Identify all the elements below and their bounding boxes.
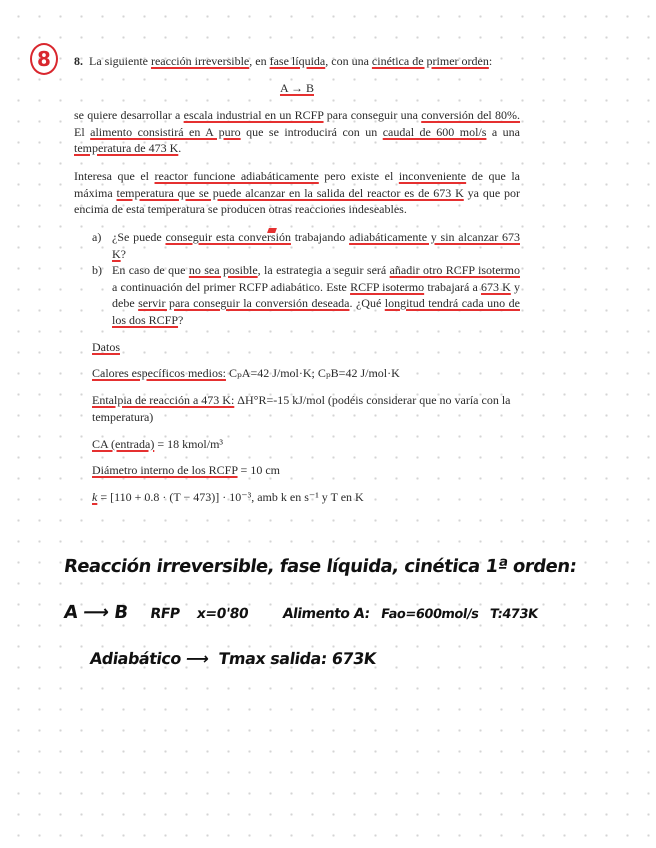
datos-diameter: Diámetro interno de los RCFP = 10 cm: [92, 463, 280, 477]
question-a: a) ¿Se puede conseguir esta conversión trabajando adiabáticamente y sin alcanzar 673 K?: [92, 230, 520, 261]
datos-ca: CA (entrada) = 18 kmol/m³: [92, 437, 224, 451]
circled-problem-number: 8: [30, 43, 58, 75]
paragraph-conditions: se quiere desarrollar a escala industrial en un RCFP para conseguir una conversión del 80%. El alimento consistirá en A puro que se introducirá con un caudal de 600 mol/s a una temperatura de 473 K.: [74, 108, 521, 155]
handwritten-line-3: Adiabático ⟶ Tmax salida: 673K: [88, 649, 378, 668]
datos-title: Datos: [92, 340, 120, 354]
paragraph-adiabatic: Interesa que el reactor funcione adiabáticamente pero existe el inconveniente de que la máxima temperatura que se puede alcanzar en la salida del reactor es de 673 K ya que por encima de esta temperatura se producen otras reacciones indeseables.: [74, 169, 520, 216]
problem-intro: 8. La siguiente reacción irreversible, en fase líquida, con una cinética de primer orden:: [74, 54, 493, 68]
datos-cp: Calores específicos medios: CₚA=42 J/mol·K; CₚB=42 J/mol·K: [92, 366, 400, 380]
handwritten-line-2: A ⟶ B RFP x=0'80 Alimento A: Fao=600mol/s T:473K: [62, 602, 539, 623]
question-b: b) En caso de que no sea posible, la estrategia a seguir será añadir otro RCFP isotermo a continuación del primer RCFP adiabático. Este RCFP isotermo trabajará a 673 K y debe servir para conseguir la conversión deseada. ¿Qué longitud tendrá cada uno de los dos RCFP?: [92, 263, 521, 327]
handwritten-line-1: Reacción irreversible, fase líquida, cinética 1ª orden:: [62, 556, 578, 577]
datos-k: k = [110 + 0.8 · (T − 473)] · 10⁻³, amb k en s⁻¹ y T en K: [92, 490, 364, 504]
datos-enthalpy: Entalpia de reacción a 473 K: ΔH°R=-15 kJ/mol (podéis considerar que no varía con la temperatura): [92, 393, 511, 424]
reaction-equation: A → B: [279, 81, 314, 95]
problem-number: 8.: [74, 54, 83, 68]
